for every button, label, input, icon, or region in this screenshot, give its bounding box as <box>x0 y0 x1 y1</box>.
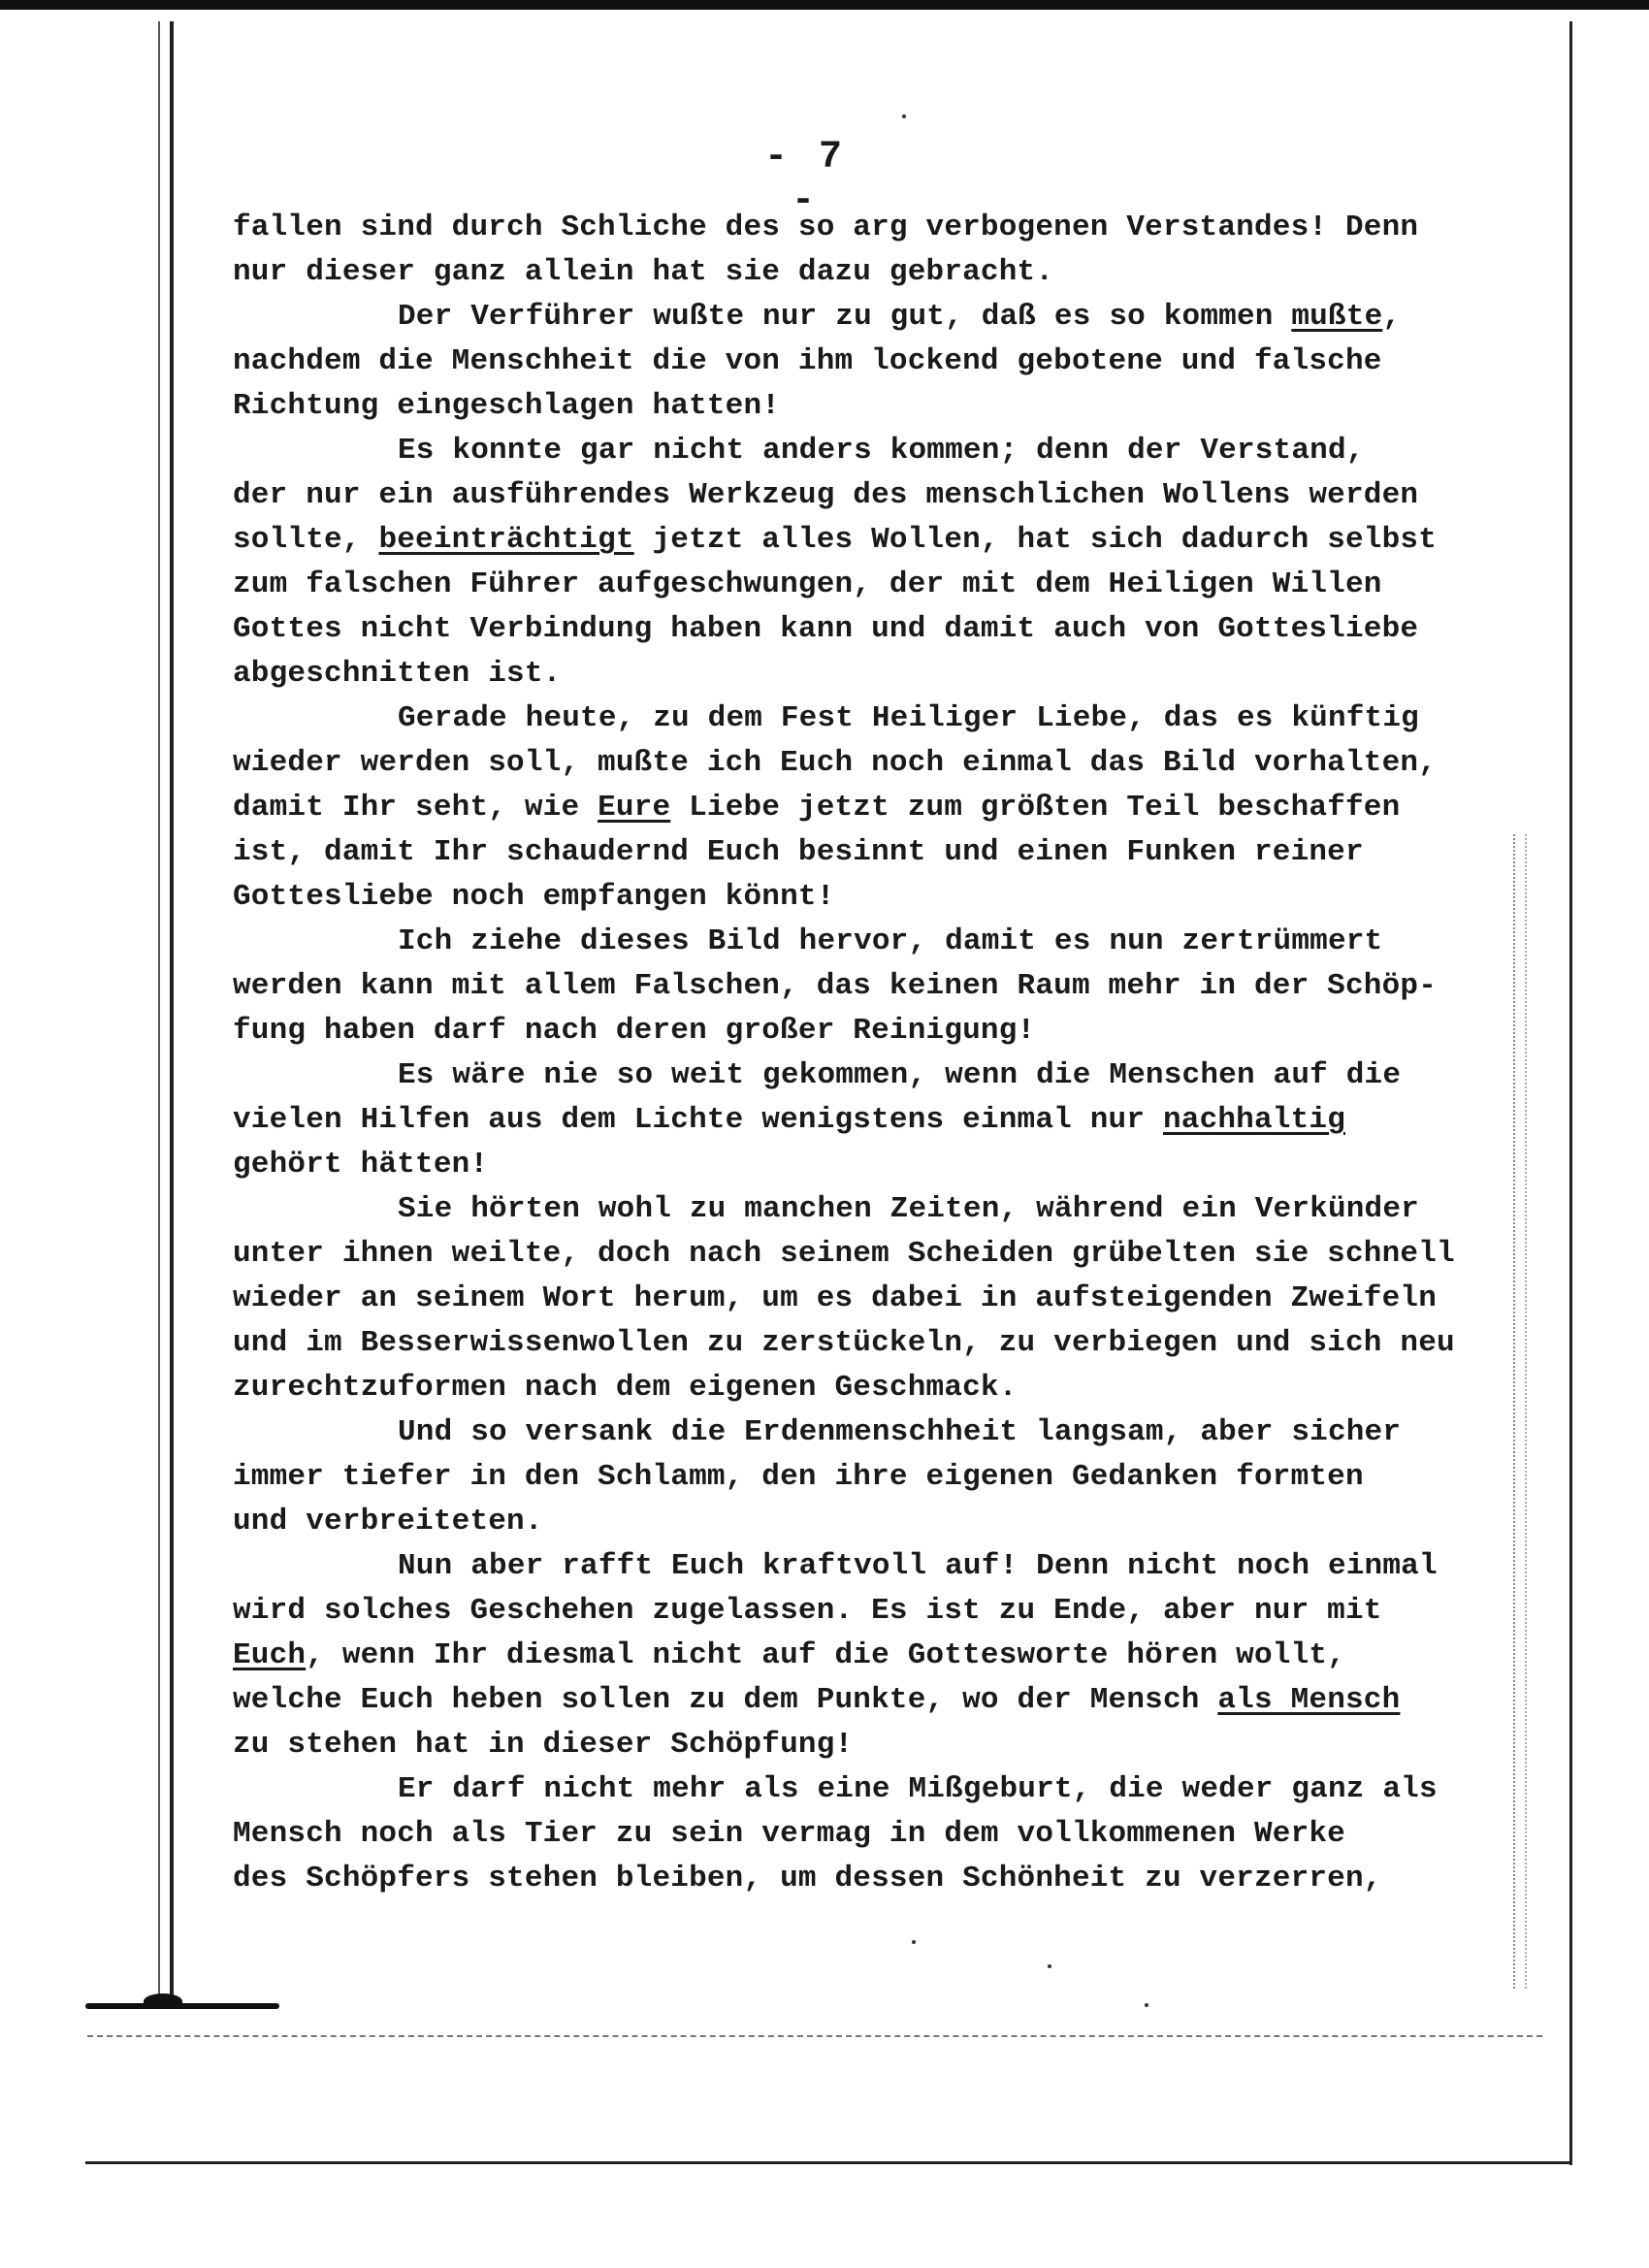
typewritten-body <box>233 206 1494 1901</box>
text-line: der nur ein ausführendes Werkzeug des menschlichen Wollens werden <box>233 478 1419 512</box>
text-line: vielen Hilfen aus dem Lichte wenigstens einmal nur nachhaltig <box>233 1103 1345 1137</box>
text-line: Der Verführer wußte nur zu gut, daß es so kommen mußte, <box>398 300 1402 334</box>
text-line: Gottesliebe noch empfangen könnt! <box>233 880 835 914</box>
text-line: zum falschen Führer aufgeschwungen, der mit dem Heiligen Willen <box>233 567 1382 601</box>
text-line: Es konnte gar nicht anders kommen; denn der Verstand, <box>398 434 1365 468</box>
text-line: des Schöpfers stehen bleiben, um dessen Schönheit zu verzerren, <box>233 1862 1382 1895</box>
text-line: werden kann mit allem Falschen, das keinen Raum mehr in der Schöp- <box>233 969 1437 1003</box>
text-line: und im Besserwissenwollen zu zerstückeln, zu verbiegen und sich neu <box>233 1326 1455 1360</box>
text-line: und verbreiteten. <box>233 1505 543 1539</box>
text-line: damit Ihr seht, wie Eure Liebe jetzt zum größten Teil beschaffen <box>233 791 1401 825</box>
page-number: - 7 - <box>763 136 846 223</box>
scan-speck <box>1145 2003 1148 2007</box>
scan-binding-foot <box>85 1993 279 2013</box>
scan-dotted-rule <box>87 2035 1542 2037</box>
text-line: Nun aber rafft Euch kraftvoll auf! Denn nicht noch einmal <box>398 1549 1438 1583</box>
text-line: ist, damit Ihr schaudernd Euch besinnt und einen Funken reiner <box>233 835 1364 869</box>
scan-bottom-edge-line <box>85 2161 1572 2164</box>
text-line: Mensch noch als Tier zu sein vermag in dem vollkommenen Werke <box>233 1817 1345 1851</box>
scan-right-streak <box>1513 834 1527 1989</box>
text-line: fallen sind durch Schliche des so arg verbogenen Verstandes! Denn <box>233 211 1419 244</box>
scan-speck <box>902 114 906 118</box>
text-line: sollte, beeinträchtigt jetzt alles Wollen, hat sich dadurch selbst <box>233 523 1438 557</box>
text-line: wieder an seinem Wort herum, um es dabei in aufsteigenden Zweifeln <box>233 1281 1437 1315</box>
text-line: nur dieser ganz allein hat sie dazu gebracht. <box>233 255 1054 289</box>
text-line: Gerade heute, zu dem Fest Heiliger Liebe, das es künftig <box>398 701 1419 735</box>
text-line: Sie hörten wohl zu manchen Zeiten, während ein Verkünder <box>398 1192 1419 1226</box>
text-line: wird solches Geschehen zugelassen. Es ist zu Ende, aber nur mit <box>233 1594 1382 1628</box>
text-line: fung haben darf nach deren großer Reinigung! <box>233 1014 1036 1048</box>
text-line: zu stehen hat in dieser Schöpfung! <box>233 1728 854 1762</box>
text-line: zurechtzuformen nach dem eigenen Geschmack. <box>233 1371 1018 1405</box>
text-line: Es wäre nie so weit gekommen, wenn die Menschen auf die <box>398 1058 1402 1092</box>
text-line: Ich ziehe dieses Bild hervor, damit es nun zertrümmert <box>398 924 1383 958</box>
text-line: nachdem die Menschheit die von ihm lockend gebotene und falsche <box>233 344 1382 378</box>
text-line: Und so versank die Erdenmenschheit langsam, aber sicher <box>398 1415 1402 1449</box>
text-line: abgeschnitten ist. <box>233 657 562 691</box>
scan-right-edge-line <box>1569 21 1572 2165</box>
scan-speck <box>1048 1964 1051 1968</box>
text-line: welche Euch heben sollen zu dem Punkte, wo der Mensch als Mensch <box>233 1683 1401 1717</box>
scan-left-binding-line <box>170 21 174 2000</box>
text-line: Er darf nicht mehr als eine Mißgeburt, die weder ganz als <box>398 1772 1438 1806</box>
text-line: wieder werden soll, mußte ich Euch noch einmal das Bild vorhalten, <box>233 746 1437 780</box>
text-line: Richtung eingeschlagen hatten! <box>233 389 781 423</box>
text-line: unter ihnen weilte, doch nach seinem Scheiden grübelten sie schnell <box>233 1237 1455 1271</box>
text-line: Gottes nicht Verbindung haben kann und damit auch von Gottesliebe <box>233 612 1419 646</box>
text-line: Euch, wenn Ihr diesmal nicht auf die Gottesworte hören wollt, <box>233 1638 1345 1672</box>
scan-top-border <box>0 0 1649 10</box>
text-line: gehört hätten! <box>233 1148 489 1182</box>
scan-left-edge-line <box>158 21 160 2000</box>
scan-speck <box>912 1940 916 1944</box>
text-line: immer tiefer in den Schlamm, den ihre eigenen Gedanken formten <box>233 1460 1364 1494</box>
